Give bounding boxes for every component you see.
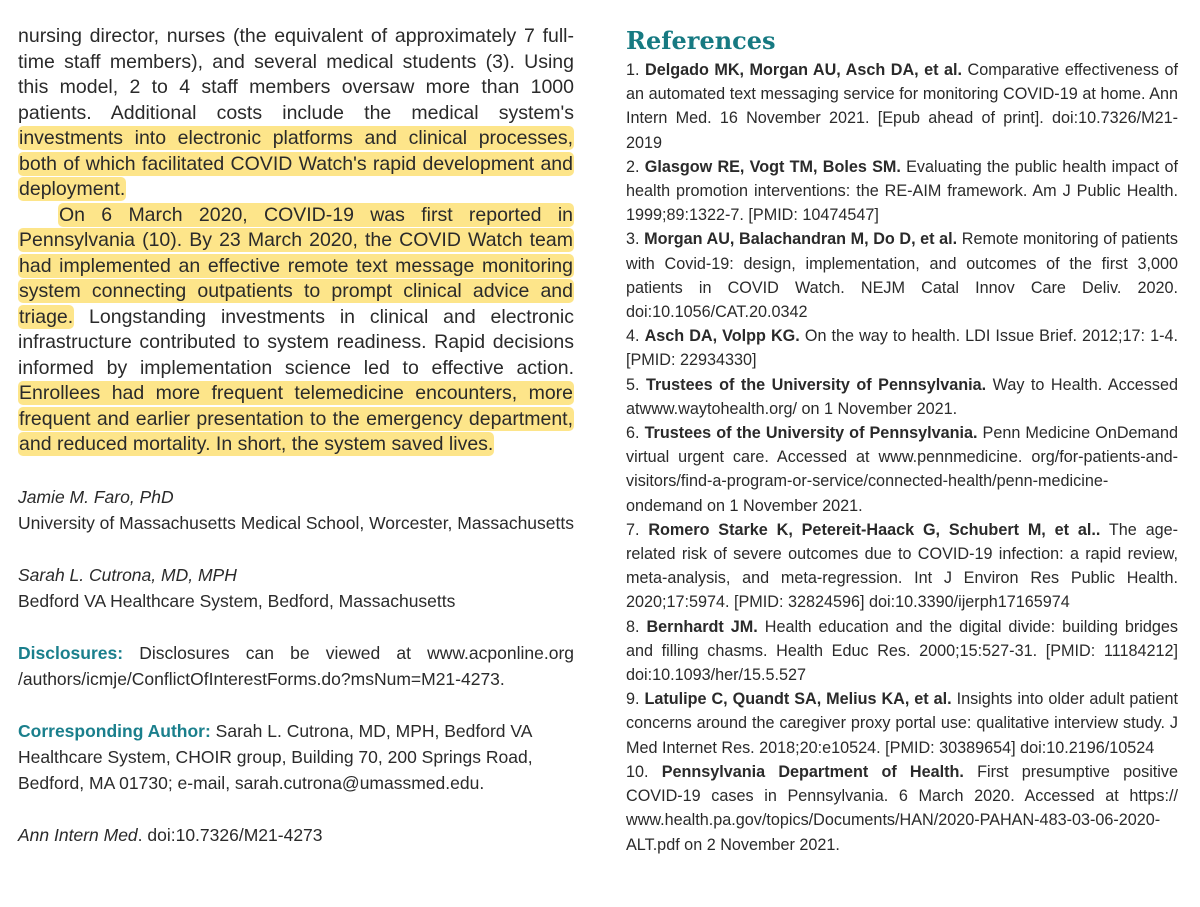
- disclosures-text: Disclosures can be viewed at www.acponline.org /authors/icmje/ConflictOfInterestForms.do?msNum=M21-4273.: [18, 642, 574, 689]
- reference-number: 8.: [626, 617, 647, 636]
- author-1-affiliation: University of Massachusetts Medical School, Worcester, Massachusetts: [18, 512, 575, 533]
- reference-item-8: [626, 615, 1178, 688]
- reference-authors: Trustees of the University of Pennsylvania.: [646, 375, 987, 394]
- reference-item-4: [626, 324, 1178, 372]
- citation: [18, 822, 574, 848]
- disclosures: [18, 640, 574, 692]
- reference-item-5: [626, 373, 1178, 421]
- reference-item-7: [626, 518, 1178, 615]
- reference-authors: Delgado MK, Morgan AU, Asch DA, et al.: [645, 61, 963, 79]
- left-column: [18, 24, 574, 848]
- references-heading: References: [626, 26, 776, 55]
- reference-authors: Bernhardt JM.: [646, 617, 758, 636]
- reference-number: 9.: [626, 690, 645, 709]
- corresponding-text: Sarah L. Cutrona, MD, MPH, Bedford VA Healthcare System, CHOIR group, Building 70, 200 Springs Road, Bedford, MA 01730; e-mail, sarah.cutrona@umassmed.edu.: [18, 720, 533, 793]
- paragraph-2-text: Longstanding investments in clinical and electronic infrastructure contributed to system readiness. Rapid decisions informed by implementation science led to effective action.: [18, 305, 574, 379]
- reference-item-3: [626, 227, 1178, 324]
- citation-doi: . doi:10.7326/M21-4273: [137, 824, 323, 845]
- references-list: [626, 58, 1178, 857]
- reference-number: 1.: [626, 61, 646, 79]
- reference-authors: Glasgow RE, Vogt TM, Boles SM.: [644, 157, 901, 176]
- reference-text: On the way to health. LDI Issue Brief. 2012;17: 1-4. [PMID: 22934330]: [626, 327, 1178, 370]
- reference-text: Penn Medicine OnDemand virtual urgent care. Accessed at www.pennmedicine. org/for-patients-and-visitors/find-a-program-or-service/connected-health/penn-medicine-ondemand on 1 November 2021.: [626, 424, 1179, 515]
- reference-number: 5.: [626, 375, 646, 394]
- reference-authors: Asch DA, Volpp KG.: [644, 327, 800, 346]
- highlight-2: On 6 March 2020, COVID-19 was first reported in Pennsylvania (10). By 23 March 2020, the COVID Watch team had implemented an effective remote text message monitoring system connecting outpatients to prompt clinical advice and triage.: [19, 203, 573, 328]
- reference-item-2: [626, 155, 1178, 228]
- paragraph-1-text: nursing director, nurses (the equivalent of approximately 7 full-time staff members), and several medical students (3). Using this model, 2 to 4 staff members oversaw more than 1000 patients. Additional costs include the medical system's: [18, 25, 574, 124]
- reference-item-10: [626, 760, 1178, 857]
- reference-text: Comparative effectiveness of an automated text messaging service for monitoring COVID-19 at home. Ann Intern Med. 16 November 2021. [Epub ahead of print]. doi:10.7326/M21-2019: [626, 61, 1179, 152]
- author-2: [18, 562, 574, 614]
- author-2-name: Sarah L. Cutrona, MD, MPH: [18, 564, 237, 585]
- reference-text: The age-related risk of severe outcomes due to COVID-19 infection: a rapid review, meta-analysis, and meta-regression. Int J Environ Res Public Health. 2020;17:5974. [PMID: 32824596] doi:10.3390/ijerph17165974: [626, 520, 1178, 612]
- reference-text: First presumptive positive COVID-19 cases in Pennsylvania. 6 March 2020. Accessed at https:// www.health.pa.gov/topics/Documents/HAN/2020-PAHAN-483-03-06-2020-ALT.pdf on 2 November 2021.: [626, 762, 1178, 854]
- references-column: [626, 26, 1178, 857]
- reference-authors: Latulipe C, Quandt SA, Melius KA, et al.: [644, 690, 952, 709]
- corresponding-label: Corresponding Author:: [18, 720, 211, 741]
- reference-number: 10.: [626, 762, 662, 781]
- reference-text: Remote monitoring of patients with Covid-19: design, implementation, and outcomes of the first 3,000 patients in COVID Watch. NEJM Catal Innov Care Deliv. 2020. doi:10.1056/CAT.20.0342: [626, 230, 1178, 322]
- reference-authors: Morgan AU, Balachandran M, Do D, et al.: [644, 230, 958, 249]
- reference-item-1: [626, 58, 1178, 155]
- reference-authors: Romero Starke K, Petereit-Haack G, Schubert M, et al..: [648, 520, 1101, 539]
- reference-text: Insights into older adult patient concerns around the caregiver proxy portal use: qualitative interview study. J Med Internet Res. 2018;20:e10524. [PMID: 30389654] doi:10.2196/10524: [626, 690, 1178, 757]
- highlight-1: investments into electronic platforms and clinical processes, both of which facilitated COVID Watch's rapid development and deployment.: [19, 127, 573, 200]
- reference-authors: Trustees of the University of Pennsylvania.: [644, 424, 978, 443]
- reference-number: 3.: [626, 230, 645, 249]
- author-1-name: Jamie M. Faro, PhD: [18, 486, 174, 507]
- reference-number: 2.: [626, 157, 645, 176]
- reference-number: 4.: [626, 327, 645, 346]
- reference-text: Way to Health. Accessed atwww.waytohealth.org/ on 1 November 2021.: [626, 375, 1178, 418]
- reference-text: Evaluating the public health impact of health promotion interventions: the RE-AIM framework. Am J Public Health. 1999;89:1322-7. [PMID: 10474547]: [626, 157, 1178, 225]
- citation-journal: Ann Intern Med: [18, 824, 138, 845]
- reference-text: Health education and the digital divide: building bridges and filling chasms. Health Educ Res. 2000;15:527-31. [PMID: 11184212] doi:10.1093/her/15.5.527: [626, 617, 1178, 685]
- paragraph-1: [18, 24, 574, 203]
- author-1: [18, 484, 574, 536]
- reference-authors: Pennsylvania Department of Health.: [661, 762, 964, 781]
- body-text: [18, 24, 574, 458]
- highlight-3: Enrollees had more frequent telemedicine encounters, more frequent and earlier presentation to the emergency department, and reduced mortality. In short, the system saved lives.: [19, 382, 573, 455]
- reference-number: 7.: [626, 520, 649, 539]
- reference-number: 6.: [626, 424, 645, 443]
- paragraph-2: [18, 203, 574, 458]
- author-2-affiliation: Bedford VA Healthcare System, Bedford, Massachusetts: [18, 590, 456, 611]
- reference-item-9: [626, 687, 1178, 760]
- corresponding-author: [18, 718, 574, 796]
- disclosures-label: Disclosures:: [18, 642, 124, 663]
- reference-item-6: [626, 421, 1178, 518]
